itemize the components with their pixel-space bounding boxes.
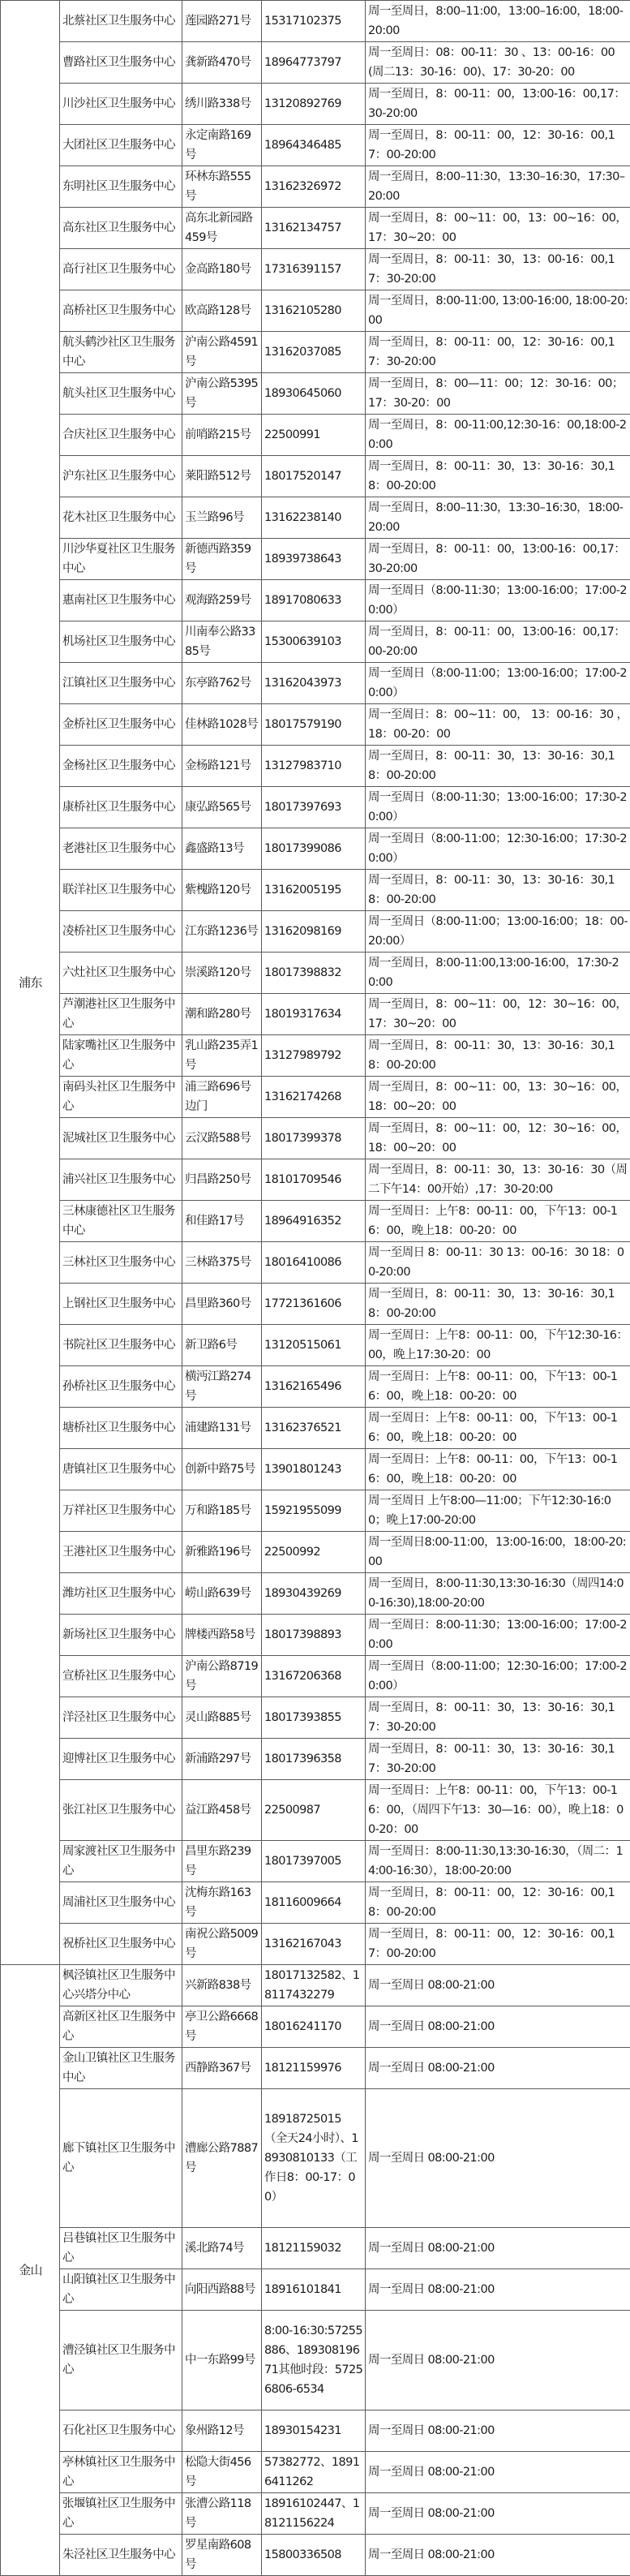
phone-cell: 18930154231 bbox=[262, 2410, 366, 2452]
table-row bbox=[1, 2410, 630, 2452]
hours-cell: 周一至周日，8：00-11：30，13：30-16：30（周二下午14：00开始）,17：30-20:00 bbox=[366, 1159, 630, 1201]
address-cell: 鑫盛路13号 bbox=[182, 828, 262, 870]
address-cell: 欧高路128号 bbox=[182, 290, 262, 332]
hours-cell: 周一至周日，8：00~11：00，12：30~16：00，17：30~20：00 bbox=[366, 994, 630, 1035]
center-name-cell: 芦潮港社区卫生服务中心 bbox=[60, 994, 182, 1035]
center-name-cell: 张堰镇社区卫生服务中心 bbox=[60, 2493, 182, 2535]
hours-cell: 周一至周日，8：00-11：00，12：30-16：00,17：00-20:00 bbox=[366, 125, 630, 166]
table-row bbox=[1, 1739, 630, 1780]
center-name-cell: 曹路社区卫生服务中心 bbox=[60, 42, 182, 84]
center-name-cell: 老港社区卫生服务中心 bbox=[60, 828, 182, 870]
table-row bbox=[1, 2311, 630, 2410]
phone-cell: 18964346485 bbox=[262, 125, 366, 166]
center-name-cell: 高桥社区卫生服务中心 bbox=[60, 290, 182, 332]
center-name-cell: 航头社区卫生服务中心 bbox=[60, 373, 182, 415]
phone-cell: 18017399378 bbox=[262, 1118, 366, 1159]
hours-cell: 周一至周日（8:00-11:00；12:30-16:00；17:30-20:00） bbox=[366, 828, 630, 870]
phone-cell: 13162376521 bbox=[262, 1408, 366, 1449]
table-row bbox=[1, 994, 630, 1035]
hours-cell: 周一至周日，8:00–11:30，13:30–16:30，17:30–20:00 bbox=[366, 166, 630, 208]
center-name-cell: 高东社区卫生服务中心 bbox=[60, 208, 182, 249]
hours-cell: 周一至周日，8:00–11:30，13:30–16:30，18:00-20:00 bbox=[366, 497, 630, 539]
hours-cell: 周一至周日，8：00~11：00，12：30~16：00，18：00~20：00 bbox=[366, 1118, 630, 1159]
hours-cell: 周一至周日，8：00-11：00，13:00-16：00,17：00-20:00 bbox=[366, 621, 630, 663]
hours-cell: 周一至周日 08:00-21:00 bbox=[366, 2452, 630, 2493]
phone-cell: 18121159976 bbox=[262, 2048, 366, 2089]
table-row bbox=[1, 249, 630, 290]
address-cell: 乳山路235弄1号 bbox=[182, 1035, 262, 1077]
center-name-cell: 祝桥社区卫生服务中心 bbox=[60, 1924, 182, 1965]
address-cell: 益江路458号 bbox=[182, 1780, 262, 1841]
phone-cell: 13120515061 bbox=[262, 1325, 366, 1366]
center-name-cell: 唐镇社区卫生服务中心 bbox=[60, 1449, 182, 1490]
hours-cell: 周一至周日：上午8：00-11：00，下午13：00-16：00，晚上18：00-20：00 bbox=[366, 1366, 630, 1408]
table-row bbox=[1, 621, 630, 663]
center-name-cell: 航头鹤沙社区卫生服务中心 bbox=[60, 332, 182, 373]
phone-cell: 18016410086 bbox=[262, 1242, 366, 1284]
center-name-cell: 漕泾镇社区卫生服务中心 bbox=[60, 2311, 182, 2410]
center-name-cell: 三林社区卫生服务中心 bbox=[60, 1242, 182, 1284]
table-row bbox=[1, 539, 630, 580]
center-name-cell: 联洋社区卫生服务中心 bbox=[60, 870, 182, 911]
address-cell: 归昌路250号 bbox=[182, 1159, 262, 1201]
center-name-cell: 泥城社区卫生服务中心 bbox=[60, 1118, 182, 1159]
phone-cell: 13162174268 bbox=[262, 1077, 366, 1118]
table-row bbox=[1, 1697, 630, 1739]
center-name-cell: 枫泾镇社区卫生服务中心兴塔分中心 bbox=[60, 1965, 182, 2006]
address-cell: 金高路180号 bbox=[182, 249, 262, 290]
table-row bbox=[1, 2089, 630, 2228]
center-name-cell: 川沙社区卫生服务中心 bbox=[60, 84, 182, 125]
address-cell: 罗星南路608号 bbox=[182, 2535, 262, 2576]
phone-cell: 13162326972 bbox=[262, 166, 366, 208]
phone-cell: 57382772、18916411262 bbox=[262, 2452, 366, 2493]
center-name-cell: 廊下镇社区卫生服务中心 bbox=[60, 2089, 182, 2228]
address-cell: 张漕公路118号 bbox=[182, 2493, 262, 2535]
phone-cell: 13162037085 bbox=[262, 332, 366, 373]
table-row bbox=[1, 2006, 630, 2048]
table-row bbox=[1, 1449, 630, 1490]
address-cell: 环林东路555号 bbox=[182, 166, 262, 208]
table-row bbox=[1, 2452, 630, 2493]
hours-cell: 周一至周日 08:00-21:00 bbox=[366, 2269, 630, 2311]
phone-cell: 22500992 bbox=[262, 1532, 366, 1573]
center-name-cell: 张江社区卫生服务中心 bbox=[60, 1780, 182, 1841]
table-row bbox=[1, 2228, 630, 2269]
hours-cell: 周一至周日：08：00-11：30 、13：00-16：00(周二13：30-16：00)、17：30-20：00 bbox=[366, 42, 630, 84]
phone-cell: 13162134757 bbox=[262, 208, 366, 249]
phone-cell: 18930439269 bbox=[262, 1573, 366, 1615]
phone-cell: 13127983710 bbox=[262, 746, 366, 787]
center-name-cell: 南码头社区卫生服务中心 bbox=[60, 1077, 182, 1118]
table-row bbox=[1, 166, 630, 208]
hours-cell: 周一至周日，8:00–11:00，13:00–16:00，18:00-20:00 bbox=[366, 1, 630, 42]
hours-cell: 周一至周日，8：00-11：00，12：30-16：00,17：30-20:00 bbox=[366, 332, 630, 373]
address-cell: 向阳西路88号 bbox=[182, 2269, 262, 2311]
address-cell: 高东北新园路459号 bbox=[182, 208, 262, 249]
table-row bbox=[1, 1242, 630, 1284]
center-name-cell: 王港社区卫生服务中心 bbox=[60, 1532, 182, 1573]
phone-cell: 18916101841 bbox=[262, 2269, 366, 2311]
address-cell: 永定南路169号 bbox=[182, 125, 262, 166]
hours-cell: 周一至周日，8：00~11：00，13：30~16：00，18：00~20：00 bbox=[366, 1077, 630, 1118]
address-cell: 中一东路99号 bbox=[182, 2311, 262, 2410]
address-cell: 沪南公路8719号 bbox=[182, 1656, 262, 1697]
center-name-cell: 周家渡社区卫生服务中心 bbox=[60, 1841, 182, 1882]
phone-cell: 13162167043 bbox=[262, 1924, 366, 1965]
address-cell: 潮和路280号 bbox=[182, 994, 262, 1035]
address-cell: 玉兰路96号 bbox=[182, 497, 262, 539]
hours-cell: 周一至周日，8：00-11：30，13：30-16：30,18：00-20:00 bbox=[366, 746, 630, 787]
table-row bbox=[1, 1366, 630, 1408]
table-row bbox=[1, 1490, 630, 1532]
phone-cell: 15300639103 bbox=[262, 621, 366, 663]
center-name-cell: 大团社区卫生服务中心 bbox=[60, 125, 182, 166]
phone-cell: 18017132582、18117432279 bbox=[262, 1965, 366, 2006]
hours-cell: 周一至周日（8:00-11:00；13:00-16:00；17:00-20:00） bbox=[366, 663, 630, 704]
table-row bbox=[1, 1408, 630, 1449]
phone-cell: 13901801243 bbox=[262, 1449, 366, 1490]
table-row bbox=[1, 1201, 630, 1242]
phone-cell: 18016241170 bbox=[262, 2006, 366, 2048]
address-cell: 万和路185号 bbox=[182, 1490, 262, 1532]
phone-cell: 17316391157 bbox=[262, 249, 366, 290]
table-row bbox=[1, 1924, 630, 1965]
address-cell: 创新中路75号 bbox=[182, 1449, 262, 1490]
center-name-cell: 塘桥社区卫生服务中心 bbox=[60, 1408, 182, 1449]
table-row bbox=[1, 2535, 630, 2576]
center-name-cell: 宣桥社区卫生服务中心 bbox=[60, 1656, 182, 1697]
center-name-cell: 江镇社区卫生服务中心 bbox=[60, 663, 182, 704]
table-row bbox=[1, 208, 630, 249]
hours-cell: 周一至周日：上午8：00-11：00，下午13：00-16：00，晚上18：00-20：00 bbox=[366, 1408, 630, 1449]
table-row bbox=[1, 290, 630, 332]
phone-cell: 18964773797 bbox=[262, 42, 366, 84]
hours-cell: 周一至周日，8：00-11：30，13：30-16：30,18：00-20:00 bbox=[366, 1035, 630, 1077]
center-name-cell: 金杨社区卫生服务中心 bbox=[60, 746, 182, 787]
table-row bbox=[1, 1118, 630, 1159]
table-row bbox=[1, 332, 630, 373]
hours-cell: 周一至周日：8:00-11:30；13:00-16:00；17:00-20:00 bbox=[366, 1615, 630, 1656]
address-cell: 和佳路17号 bbox=[182, 1201, 262, 1242]
address-cell: 康弘路565号 bbox=[182, 787, 262, 828]
address-cell: 昌里路360号 bbox=[182, 1284, 262, 1325]
table-row bbox=[1, 1573, 630, 1615]
address-cell: 莲园路271号 bbox=[182, 1, 262, 42]
hours-cell: 周一至周日 08:00-21:00 bbox=[366, 2311, 630, 2410]
center-name-cell: 沪东社区卫生服务中心 bbox=[60, 456, 182, 497]
address-cell: 崇溪路120号 bbox=[182, 953, 262, 994]
phone-cell: 18964916352 bbox=[262, 1201, 366, 1242]
address-cell: 新德西路359号 bbox=[182, 539, 262, 580]
address-cell: 浦建路131号 bbox=[182, 1408, 262, 1449]
table-row bbox=[1, 456, 630, 497]
center-name-cell: 康桥社区卫生服务中心 bbox=[60, 787, 182, 828]
table-body bbox=[1, 1, 630, 2576]
address-cell: 漕廊公路7887号 bbox=[182, 2089, 262, 2228]
phone-cell: 13162165496 bbox=[262, 1366, 366, 1408]
hours-cell: 周一至周日（8:00-11:30；13:00-16:00；17:30-20:00） bbox=[366, 787, 630, 828]
phone-cell: 18017398893 bbox=[262, 1615, 366, 1656]
center-name-cell: 吕巷镇社区卫生服务中心 bbox=[60, 2228, 182, 2269]
hours-cell: 周一至周日，8：00-11：30，13：30-16：30,17：30-20:00 bbox=[366, 1739, 630, 1780]
table-row bbox=[1, 704, 630, 746]
center-name-cell: 川沙华夏社区卫生服务中心 bbox=[60, 539, 182, 580]
table-row bbox=[1, 1159, 630, 1201]
hours-cell: 周一至周日 08:00-21:00 bbox=[366, 2006, 630, 2048]
hours-cell: 周一至周日，8:00-11:30,13:30-16:30（周四14:00-16:30),18:00-20:00 bbox=[366, 1573, 630, 1615]
address-cell: 观海路259号 bbox=[182, 580, 262, 621]
address-cell: 金杨路121号 bbox=[182, 746, 262, 787]
phone-cell: 22500987 bbox=[262, 1780, 366, 1841]
address-cell: 昌里东路239号 bbox=[182, 1841, 262, 1882]
phone-cell: 13162105280 bbox=[262, 290, 366, 332]
address-cell: 横沔江路274号 bbox=[182, 1366, 262, 1408]
hours-cell: 周一至周日：上午8：00-11：00，下午13：00-16：00，（周四下午13：30—16：00），晚上18：00-20：00 bbox=[366, 1780, 630, 1841]
table-row bbox=[1, 84, 630, 125]
phone-cell: 18916102447、18121156224 bbox=[262, 2493, 366, 2535]
phone-cell: 13162043973 bbox=[262, 663, 366, 704]
hours-cell: 周一至周日：8:00-11:30,13:30-16:30，（周二：14:00-16:30），18:00-20:00 bbox=[366, 1841, 630, 1882]
center-name-cell: 金山卫镇社区卫生服务中心 bbox=[60, 2048, 182, 2089]
phone-cell: 18017520147 bbox=[262, 456, 366, 497]
address-cell: 南祝公路5009号 bbox=[182, 1924, 262, 1965]
phone-cell: 8:00-16:30:57255886、18930819671其他时段：57256806-6534 bbox=[262, 2311, 366, 2410]
table-row bbox=[1, 1656, 630, 1697]
center-name-cell: 高新区社区卫生服务中心 bbox=[60, 2006, 182, 2048]
hours-cell: 周一至周日：上午8：00-11：00，下午12:30-16：00，晚上17:30-20：00 bbox=[366, 1325, 630, 1366]
address-cell: 象州路12号 bbox=[182, 2410, 262, 2452]
phone-cell: 13120892769 bbox=[262, 84, 366, 125]
address-cell: 三林路375号 bbox=[182, 1242, 262, 1284]
hours-cell: 周一至周日（8:00-11:00；13:00-16:00；18：00-20:00） bbox=[366, 911, 630, 953]
phone-cell: 22500991 bbox=[262, 415, 366, 456]
center-name-cell: 高行社区卫生服务中心 bbox=[60, 249, 182, 290]
hours-cell: 周一至周日，8：00-11：00，13:00-16：00,17：30-20:00 bbox=[366, 84, 630, 125]
hours-cell: 周一至周日，8：00~11：00，13：00~16：00，17：30~20：00 bbox=[366, 208, 630, 249]
address-cell: 亭卫公路6668号 bbox=[182, 2006, 262, 2048]
address-cell: 龚新路470号 bbox=[182, 42, 262, 84]
phone-cell: 18917080633 bbox=[262, 580, 366, 621]
phone-cell: 18116009664 bbox=[262, 1882, 366, 1924]
phone-cell: 18930645060 bbox=[262, 373, 366, 415]
center-name-cell: 亭林镇社区卫生服务中心 bbox=[60, 2452, 182, 2493]
address-cell: 浦三路696号边门 bbox=[182, 1077, 262, 1118]
district-cell: 金山 bbox=[1, 1965, 60, 2576]
hours-cell: 周一至周日 8：00-11：30 13：00-16：30 18：00-20:00 bbox=[366, 1242, 630, 1284]
address-cell: 东亭路762号 bbox=[182, 663, 262, 704]
address-cell: 新浦路297号 bbox=[182, 1739, 262, 1780]
center-name-cell: 洋泾社区卫生服务中心 bbox=[60, 1697, 182, 1739]
address-cell: 兴新路838号 bbox=[182, 1965, 262, 2006]
table-row bbox=[1, 1532, 630, 1573]
center-name-cell: 孙桥社区卫生服务中心 bbox=[60, 1366, 182, 1408]
center-name-cell: 东明社区卫生服务中心 bbox=[60, 166, 182, 208]
address-cell: 新雅路196号 bbox=[182, 1532, 262, 1573]
table-row bbox=[1, 1780, 630, 1841]
center-name-cell: 潍坊社区卫生服务中心 bbox=[60, 1573, 182, 1615]
phone-cell: 15800336508 bbox=[262, 2535, 366, 2576]
address-cell: 灵山路885号 bbox=[182, 1697, 262, 1739]
address-cell: 牌楼西路58号 bbox=[182, 1615, 262, 1656]
phone-cell: 15317102375 bbox=[262, 1, 366, 42]
hours-cell: 周一至周日8:00-11:00，13:00-16:00，18:00-20:00 bbox=[366, 1532, 630, 1573]
hours-cell: 周一至周日：上午8：00-11：00，下午13：00-16：00，晚上18：00-20：00 bbox=[366, 1449, 630, 1490]
table-row bbox=[1, 1882, 630, 1924]
center-name-cell: 北蔡社区卫生服务中心 bbox=[60, 1, 182, 42]
phone-cell: 18019317634 bbox=[262, 994, 366, 1035]
phone-cell: 18939738643 bbox=[262, 539, 366, 580]
center-name-cell: 惠南社区卫生服务中心 bbox=[60, 580, 182, 621]
table-row bbox=[1, 870, 630, 911]
table-row bbox=[1, 2493, 630, 2535]
table-row bbox=[1, 1965, 630, 2006]
table-row bbox=[1, 1325, 630, 1366]
hours-cell: 周一至周日，8：00-11：00，13:00-16：00,17：30-20:00 bbox=[366, 539, 630, 580]
hours-cell: 周一至周日，8：00-11：30，13：30-16：30,18：00-20:00 bbox=[366, 870, 630, 911]
address-cell: 川南奉公路3385号 bbox=[182, 621, 262, 663]
hours-cell: 周一至周日 08:00-21:00 bbox=[366, 2228, 630, 2269]
center-name-cell: 花木社区卫生服务中心 bbox=[60, 497, 182, 539]
table-row bbox=[1, 42, 630, 84]
center-name-cell: 朱泾社区卫生服务中心 bbox=[60, 2535, 182, 2576]
table-row bbox=[1, 1615, 630, 1656]
hours-cell: 周一至周日，8：00-11：00，12：30-16：00,17：00-20:00 bbox=[366, 1924, 630, 1965]
center-name-cell: 陆家嘴社区卫生服务中心 bbox=[60, 1035, 182, 1077]
address-cell: 沪南公路5395号 bbox=[182, 373, 262, 415]
table-row bbox=[1, 580, 630, 621]
address-cell: 松隐大街456号 bbox=[182, 2452, 262, 2493]
center-name-cell: 六灶社区卫生服务中心 bbox=[60, 953, 182, 994]
hours-cell: 周一至周日：上午8：00-11：00，下午13：00-16：00，晚上18：00-20：00 bbox=[366, 1201, 630, 1242]
address-cell: 溪北路74号 bbox=[182, 2228, 262, 2269]
table-row bbox=[1, 373, 630, 415]
hours-cell: 周一至周日，8：00-11：30，13：30-16：30,18：00-20:00 bbox=[366, 456, 630, 497]
hours-cell: 周一至周日 08:00-21:00 bbox=[366, 2089, 630, 2228]
hours-cell: 周一至周日 08:00-21:00 bbox=[366, 2048, 630, 2089]
hours-cell: 周一至周日，8:00-11:00,13:00-16:00，17:30-20:00 bbox=[366, 953, 630, 994]
hours-cell: 周一至周日 08:00-21:00 bbox=[366, 2410, 630, 2452]
hours-cell: 周一至周日 08:00-21:00 bbox=[366, 2535, 630, 2576]
hours-cell: 周一至周日，8:00-11:00, 13:00-16:00, 18:00-20:00 bbox=[366, 290, 630, 332]
table-row bbox=[1, 1841, 630, 1882]
table-row bbox=[1, 2048, 630, 2089]
center-name-cell: 机场社区卫生服务中心 bbox=[60, 621, 182, 663]
phone-cell: 18121159032 bbox=[262, 2228, 366, 2269]
table-row bbox=[1, 125, 630, 166]
table-row bbox=[1, 663, 630, 704]
address-cell: 佳林路1028号 bbox=[182, 704, 262, 746]
hours-cell: 周一至周日，8：00-11：30，13：30-16：30,17：30-20:00 bbox=[366, 1697, 630, 1739]
address-cell: 西静路367号 bbox=[182, 2048, 262, 2089]
table-row bbox=[1, 415, 630, 456]
phone-cell: 18017579190 bbox=[262, 704, 366, 746]
center-name-cell: 周浦社区卫生服务中心 bbox=[60, 1882, 182, 1924]
center-name-cell: 石化社区卫生服务中心 bbox=[60, 2410, 182, 2452]
phone-cell: 13162005195 bbox=[262, 870, 366, 911]
address-cell: 莱阳路512号 bbox=[182, 456, 262, 497]
table-row bbox=[1, 1284, 630, 1325]
center-name-cell: 迎博社区卫生服务中心 bbox=[60, 1739, 182, 1780]
address-cell: 江东路1236号 bbox=[182, 911, 262, 953]
district-cell: 浦东 bbox=[1, 1, 60, 1965]
phone-cell: 13127989792 bbox=[262, 1035, 366, 1077]
table-row bbox=[1, 1035, 630, 1077]
table-row bbox=[1, 1, 630, 42]
hours-cell: 周一至周日，8：00-11:00,12:30-16：00,18:00-20:00 bbox=[366, 415, 630, 456]
phone-cell: 18101709546 bbox=[262, 1159, 366, 1201]
hours-cell: 周一至周日，8：00—11：00；12：30-16：00；17：30-20：00 bbox=[366, 373, 630, 415]
table-row bbox=[1, 497, 630, 539]
address-cell: 新卫路6号 bbox=[182, 1325, 262, 1366]
phone-cell: 13162238140 bbox=[262, 497, 366, 539]
table-row bbox=[1, 746, 630, 787]
phone-cell: 13162098169 bbox=[262, 911, 366, 953]
center-name-cell: 合庆社区卫生服务中心 bbox=[60, 415, 182, 456]
hours-cell: 周一至周日（8:00-11:00；12:30-16:00；17:00-20:00） bbox=[366, 1656, 630, 1697]
table-row bbox=[1, 787, 630, 828]
hours-cell: 周一至周日，8：00-11：30，13：30-16：30,18：00-20:00 bbox=[366, 1284, 630, 1325]
address-cell: 沪南公路4591号 bbox=[182, 332, 262, 373]
hours-cell: 周一至周日（8:00-11:30；13:00-16:00；17:00-20:00） bbox=[366, 580, 630, 621]
hours-cell: 周一至周日，8：00-11：00，12：30-16：00,18：00-20:00 bbox=[366, 1882, 630, 1924]
center-name-cell: 金桥社区卫生服务中心 bbox=[60, 704, 182, 746]
phone-cell: 18017393855 bbox=[262, 1697, 366, 1739]
address-cell: 沈梅东路163号 bbox=[182, 1882, 262, 1924]
center-name-cell: 凌桥社区卫生服务中心 bbox=[60, 911, 182, 953]
table-row bbox=[1, 1077, 630, 1118]
phone-cell: 18017397693 bbox=[262, 787, 366, 828]
hours-cell: 周一至周日 08:00-21:00 bbox=[366, 2493, 630, 2535]
address-cell: 云汉路588号 bbox=[182, 1118, 262, 1159]
center-name-cell: 新场社区卫生服务中心 bbox=[60, 1615, 182, 1656]
address-cell: 崂山路639号 bbox=[182, 1573, 262, 1615]
address-cell: 绣川路338号 bbox=[182, 84, 262, 125]
hours-cell: 周一至周日，8：00-11：30，13：00-16：00,17：30-20:00 bbox=[366, 249, 630, 290]
phone-cell: 18017398832 bbox=[262, 953, 366, 994]
phone-cell: 17721361606 bbox=[262, 1284, 366, 1325]
phone-cell: 18017397005 bbox=[262, 1841, 366, 1882]
phone-cell: 18918725015（全天24小时）、18930810133（工作日8：00-17：00） bbox=[262, 2089, 366, 2228]
table-row bbox=[1, 911, 630, 953]
center-name-cell: 山阳镇社区卫生服务中心 bbox=[60, 2269, 182, 2311]
phone-cell: 18017396358 bbox=[262, 1739, 366, 1780]
center-name-cell: 万祥社区卫生服务中心 bbox=[60, 1490, 182, 1532]
phone-cell: 13167206368 bbox=[262, 1656, 366, 1697]
hours-cell: 周一至周日：8：00~11：00， 13：00-16：30 ， 18：00-20：00 bbox=[366, 704, 630, 746]
table-row bbox=[1, 953, 630, 994]
phone-cell: 18017399086 bbox=[262, 828, 366, 870]
hours-cell: 周一至周日 上午8:00—11:00；下午12:30-16:00；晚上17:00-20:00 bbox=[366, 1490, 630, 1532]
phone-cell: 15921955099 bbox=[262, 1490, 366, 1532]
address-cell: 前哨路215号 bbox=[182, 415, 262, 456]
address-cell: 紫槐路120号 bbox=[182, 870, 262, 911]
center-name-cell: 书院社区卫生服务中心 bbox=[60, 1325, 182, 1366]
table-row bbox=[1, 828, 630, 870]
hours-cell: 周一至周日 08:00-21:00 bbox=[366, 1965, 630, 2006]
center-name-cell: 三林康德社区卫生服务中心 bbox=[60, 1201, 182, 1242]
center-name-cell: 上钢社区卫生服务中心 bbox=[60, 1284, 182, 1325]
table-row bbox=[1, 2269, 630, 2311]
center-name-cell: 浦兴社区卫生服务中心 bbox=[60, 1159, 182, 1201]
